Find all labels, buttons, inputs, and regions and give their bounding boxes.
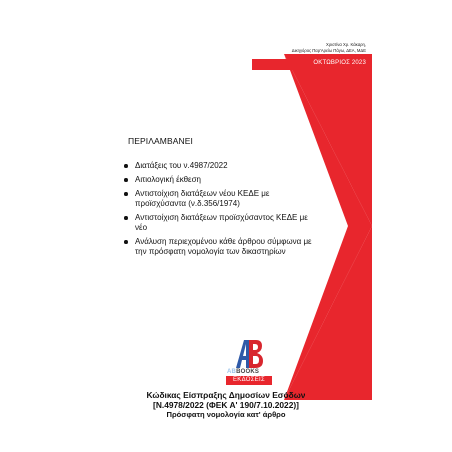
authors-block bbox=[292, 42, 366, 53]
brand-name bbox=[227, 369, 259, 375]
publication-date: ΟΚΤΩΒΡΙΟΣ 2023 bbox=[313, 60, 366, 66]
book-subtitle: Πρόσφατη νομολογία κατ' άρθρο bbox=[166, 410, 286, 419]
list-item: Αιτιολογική έκθεση bbox=[122, 175, 312, 185]
publisher-label: ΕΚΔΟΣΕΙΣ bbox=[232, 377, 266, 383]
contents-list bbox=[122, 161, 312, 261]
list-item: Διατάξεις του ν.4987/2022 bbox=[122, 161, 312, 171]
author-name: Χριστίνα Χρ. Κάκαρη, bbox=[326, 42, 366, 47]
ab-books-logo-icon bbox=[234, 338, 264, 370]
brand-suffix: BOOKS bbox=[236, 369, 260, 375]
author-credentials: Δικηγόρος Παρ'Αρείω Πάγω, ΔΕΑ, ΜΔΕ bbox=[291, 47, 366, 53]
book-title-block bbox=[80, 390, 372, 420]
law-reference: [Ν.4978/2022 (ΦΕΚ Α' 190/7.10.2022)] bbox=[153, 400, 299, 410]
list-item: Ανάλυση περιεχομένου κάθε άρθρου σύμφωνα με την πρόσφατη νομολογία των δικαστηρίων bbox=[122, 237, 312, 256]
includes-heading: ΠΕΡΙΛΑΜΒΑΝΕΙ bbox=[128, 136, 193, 146]
list-item: Αντιστοίχιση διατάξεων προϊσχύσαντος ΚΕΔΕ με νέο bbox=[122, 213, 312, 232]
brand-prefix: AB bbox=[227, 369, 237, 375]
book-title: Κώδικας Είσπραξης Δημοσίων Εσόδων bbox=[146, 390, 306, 400]
list-item: Αντιστοίχιση διατάξεων νέου ΚΕΔΕ με προϊσχύσαντα (ν.δ.356/1974) bbox=[122, 189, 312, 208]
